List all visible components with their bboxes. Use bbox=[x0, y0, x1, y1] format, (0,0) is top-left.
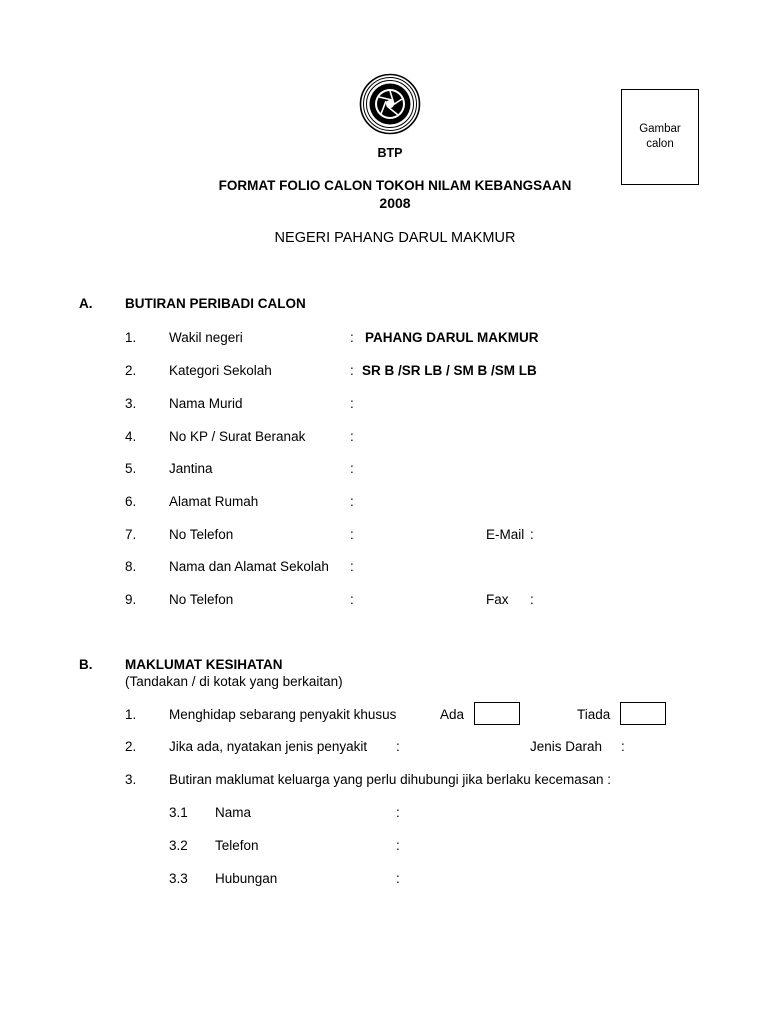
row-number: 1. bbox=[125, 330, 137, 345]
row-number: 9. bbox=[125, 592, 137, 607]
email-colon: : bbox=[530, 527, 534, 542]
row-label: Alamat Rumah bbox=[169, 494, 259, 509]
section-a-letter: A. bbox=[79, 296, 93, 311]
wakil-negeri-value[interactable]: PAHANG DARUL MAKMUR bbox=[365, 330, 539, 345]
row-colon: : bbox=[350, 396, 354, 411]
sub-row-number: 3.3 bbox=[169, 871, 188, 886]
row-number: 7. bbox=[125, 527, 137, 542]
jenis-darah-colon: : bbox=[621, 739, 625, 754]
no-kp-field[interactable] bbox=[362, 429, 602, 446]
section-a-heading: BUTIRAN PERIBADI CALON bbox=[125, 296, 306, 311]
sub-row-label: Telefon bbox=[215, 838, 259, 853]
row-colon: : bbox=[396, 739, 400, 754]
jantina-field[interactable] bbox=[362, 461, 602, 478]
tiada-checkbox[interactable] bbox=[620, 702, 666, 725]
row-number: 1. bbox=[125, 707, 137, 722]
form-title: FORMAT FOLIO CALON TOKOH NILAM KEBANGSAAN bbox=[218, 178, 572, 193]
row-label: Wakil negeri bbox=[169, 330, 243, 345]
row-label: Nama Murid bbox=[169, 396, 243, 411]
btp-logo-icon bbox=[359, 73, 421, 143]
school-telefon-field[interactable] bbox=[362, 592, 472, 609]
sub-row-number: 3.2 bbox=[169, 838, 188, 853]
email-label: E-Mail bbox=[486, 527, 525, 542]
no-telefon-field[interactable] bbox=[362, 527, 472, 544]
row-number: 4. bbox=[125, 429, 137, 444]
form-year: 2008 bbox=[379, 195, 411, 211]
sub-row-label: Hubungan bbox=[215, 871, 278, 886]
row-colon: : bbox=[350, 429, 354, 444]
row-label: No KP / Surat Beranak bbox=[169, 429, 306, 444]
ada-checkbox[interactable] bbox=[474, 702, 520, 725]
sub-row-colon: : bbox=[396, 805, 400, 820]
sub-row-label: Nama bbox=[215, 805, 252, 820]
row-number: 3. bbox=[125, 772, 137, 787]
row-colon: : bbox=[350, 461, 354, 476]
alamat-rumah-field[interactable] bbox=[362, 494, 602, 511]
jenis-darah-label: Jenis Darah bbox=[530, 739, 603, 754]
nama-murid-field[interactable] bbox=[362, 396, 602, 413]
row-colon: : bbox=[350, 592, 354, 607]
row-label: Butiran maklumat keluarga yang perlu dihubungi jika berlaku kecemasan : bbox=[169, 772, 611, 787]
row-label: Menghidap sebarang penyakit khusus bbox=[169, 707, 397, 722]
option-ada-label: Ada bbox=[440, 707, 465, 722]
row-colon: : bbox=[350, 330, 354, 345]
row-colon: : bbox=[350, 559, 354, 574]
fax-label: Fax bbox=[486, 592, 509, 607]
emergency-telefon-field[interactable] bbox=[406, 838, 606, 855]
row-number: 6. bbox=[125, 494, 137, 509]
photo-placeholder-box: Gambar calon bbox=[621, 89, 699, 185]
row-label: No Telefon bbox=[169, 527, 234, 542]
fax-colon: : bbox=[530, 592, 534, 607]
kategori-sekolah-value[interactable]: SR B /SR LB / SM B /SM LB bbox=[362, 363, 537, 378]
row-label: Jantina bbox=[169, 461, 213, 476]
sub-row-colon: : bbox=[396, 838, 400, 853]
sub-row-colon: : bbox=[396, 871, 400, 886]
row-number: 8. bbox=[125, 559, 137, 574]
row-number: 3. bbox=[125, 396, 137, 411]
section-b-letter: B. bbox=[79, 657, 93, 672]
row-colon: : bbox=[350, 363, 354, 378]
row-number: 5. bbox=[125, 461, 137, 476]
row-number: 2. bbox=[125, 363, 137, 378]
logo-caption: BTP bbox=[377, 146, 403, 160]
nama-alamat-sekolah-field[interactable] bbox=[362, 559, 602, 576]
row-label: Jika ada, nyatakan jenis penyakit bbox=[169, 739, 368, 754]
state-title: NEGERI PAHANG DARUL MAKMUR bbox=[274, 230, 516, 246]
row-colon: : bbox=[350, 494, 354, 509]
emergency-hubungan-field[interactable] bbox=[406, 871, 606, 888]
sub-row-number: 3.1 bbox=[169, 805, 188, 820]
row-number: 2. bbox=[125, 739, 137, 754]
row-colon: : bbox=[350, 527, 354, 542]
row-label: No Telefon bbox=[169, 592, 234, 607]
emergency-nama-field[interactable] bbox=[406, 805, 606, 822]
row-label: Kategori Sekolah bbox=[169, 363, 272, 378]
jenis-penyakit-field[interactable] bbox=[406, 739, 516, 756]
section-b-heading: MAKLUMAT KESIHATAN bbox=[125, 657, 283, 672]
option-tiada-label: Tiada bbox=[577, 707, 611, 722]
row-label: Nama dan Alamat Sekolah bbox=[169, 559, 329, 574]
section-b-subheading: (Tandakan / di kotak yang berkaitan) bbox=[125, 674, 343, 689]
